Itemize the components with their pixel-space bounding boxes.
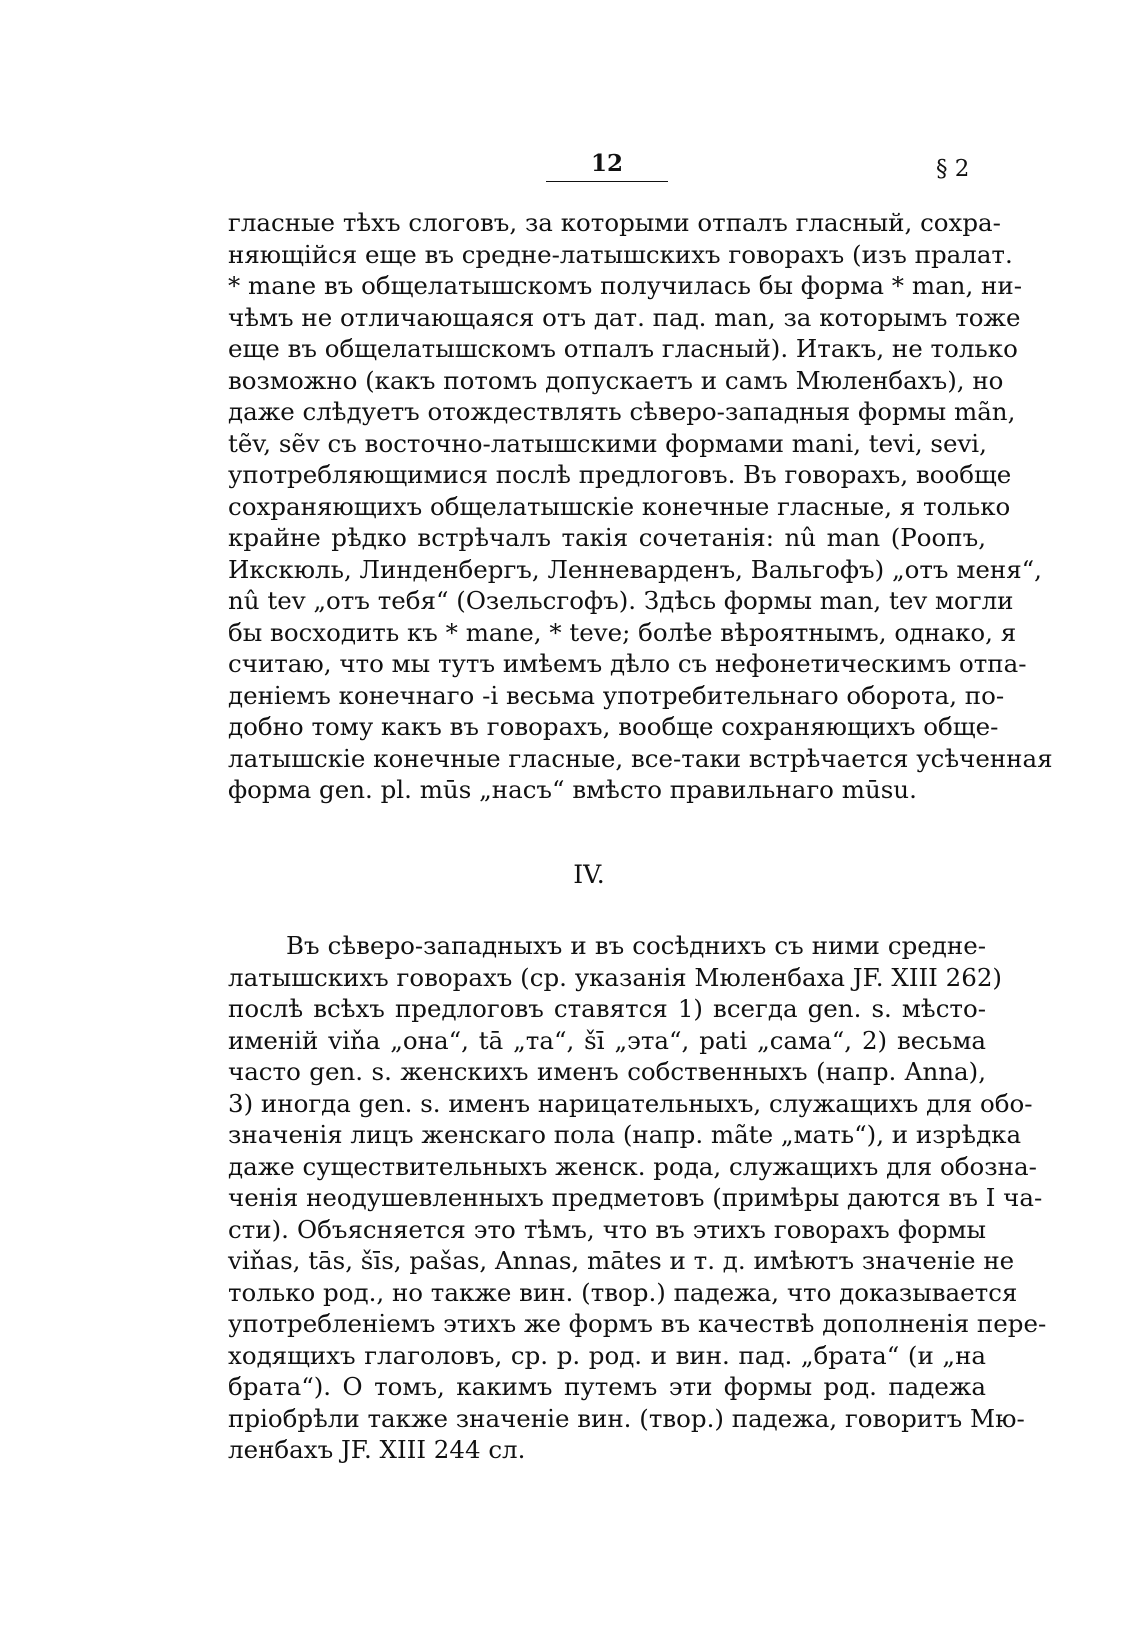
text-line: * mane въ общелатышскомъ получилась бы форма * man, ни- [228, 271, 1022, 300]
text-line: ченія неодушевленныхъ предметовъ (примѣры даются въ I ча- [228, 1183, 1043, 1212]
text-line: часто gen. s. женскихъ именъ собственныхъ (напр. Anna), [228, 1057, 986, 1086]
section-heading: IV. [573, 860, 605, 889]
text-line: даже существительныхъ женск. рода, служащихъ для обозна- [228, 1151, 1037, 1181]
text-line: деніемъ конечнаго -i весьма употребительнаго оборота, по- [228, 680, 1005, 710]
text-line: пріобрѣли также значеніе вин. (твор.) падежа, говоритъ Мю- [228, 1403, 1025, 1433]
text-line: именій viňa „она“, tā „та“, šī „эта“, pati „сама“, 2) весьма [228, 1025, 986, 1055]
text-line: только род., но также вин. (твор.) падежа, что доказывается [228, 1277, 1018, 1307]
text-line: добно тому какъ въ говорахъ, вообще сохраняющихъ обще- [228, 712, 999, 741]
text-line: сти). Объясняется это тѣмъ, что въ этихъ говорахъ формы [228, 1214, 986, 1244]
text-line: чѣмъ не отличающаяся отъ дат. пад. man, за которымъ тоже [228, 302, 1021, 332]
text-line: даже слѣдуетъ отождествлять сѣверо-западныя формы mãn, [228, 397, 1016, 426]
text-line: возможно (какъ потомъ допускаетъ и самъ Мюленбахъ), но [228, 365, 1004, 395]
text-line: Въ сѣверо-западныхъ и въ сосѣднихъ съ ними средне- [286, 931, 986, 960]
text-line: tẽv, sẽv съ восточно-латышскими формами mani, tevi, sevi, [228, 428, 987, 458]
text-line: 3) иногда gen. s. именъ нарицательныхъ, служащихъ для обо- [228, 1088, 1033, 1118]
page-number: 12 [546, 150, 668, 182]
paragraph-2 [228, 930, 1047, 1466]
text-line: viňas, tās, šīs, pašas, Annas, mātes и т. д. имѣютъ значеніе не [228, 1246, 1015, 1275]
text-line: сохраняющихъ общелатышскіе конечные гласные, я только [228, 491, 1011, 521]
text-line: ленбахъ JF. XIII 244 сл. [228, 1435, 526, 1464]
text-line: Икскюль, Линденбергъ, Ленневарденъ, Вальгофъ) „отъ меня“, [228, 554, 1042, 584]
text-line: употребленіемъ этихъ же формъ въ качествѣ дополненія пере- [228, 1309, 1047, 1338]
text-line: считаю, что мы тутъ имѣемъ дѣло съ нефонетическимъ отпа- [228, 649, 1027, 678]
section-marker: § 2 [936, 156, 970, 182]
paragraph-1 [228, 207, 1053, 806]
text-line: няющійся еще въ средне-латышскихъ говорахъ (изъ пралат. [228, 239, 1013, 269]
text-line: крайне рѣдко встрѣчалъ такія сочетанія: nû man (Роопъ, [228, 523, 986, 552]
text-line: гласные тѣхъ слоговъ, за которыми отпалъ гласный, сохра- [228, 208, 1001, 237]
text-line: послѣ всѣхъ предлоговъ ставятся 1) всегда gen. s. мѣсто- [228, 994, 986, 1023]
text-line: значенія лицъ женскаго пола (напр. mãte „мать“), и изрѣдка [228, 1120, 1022, 1149]
text-line: брата“). О томъ, какимъ путемъ эти формы род. падежа [228, 1372, 986, 1401]
text-line: nû tev „отъ тебя“ (Озельсгофъ). Здѣсь формы man, tev могли [228, 586, 1014, 615]
text-line: латышскіе конечные гласные, все-таки встрѣчается усѣченная [228, 743, 1053, 773]
text-line: употребляющимися послѣ предлоговъ. Въ говорахъ, вообще [228, 460, 1012, 489]
text-line: еще въ общелатышскомъ отпалъ гласный). Итакъ, не только [228, 334, 1018, 363]
text-line: ходящихъ глаголовъ, ср. р. род. и вин. пад. „брата“ (и „на [228, 1340, 986, 1370]
text-line: бы восходить къ * mane, * teve; болѣе вѣроятнымъ, однако, я [228, 617, 1017, 647]
text-line: латышскихъ говорахъ (ср. указанія Мюленбаха JF. XIII 262) [228, 962, 1002, 992]
text-line: форма gen. pl. mūs „насъ“ вмѣсто правильнаго mūsu. [228, 775, 917, 804]
